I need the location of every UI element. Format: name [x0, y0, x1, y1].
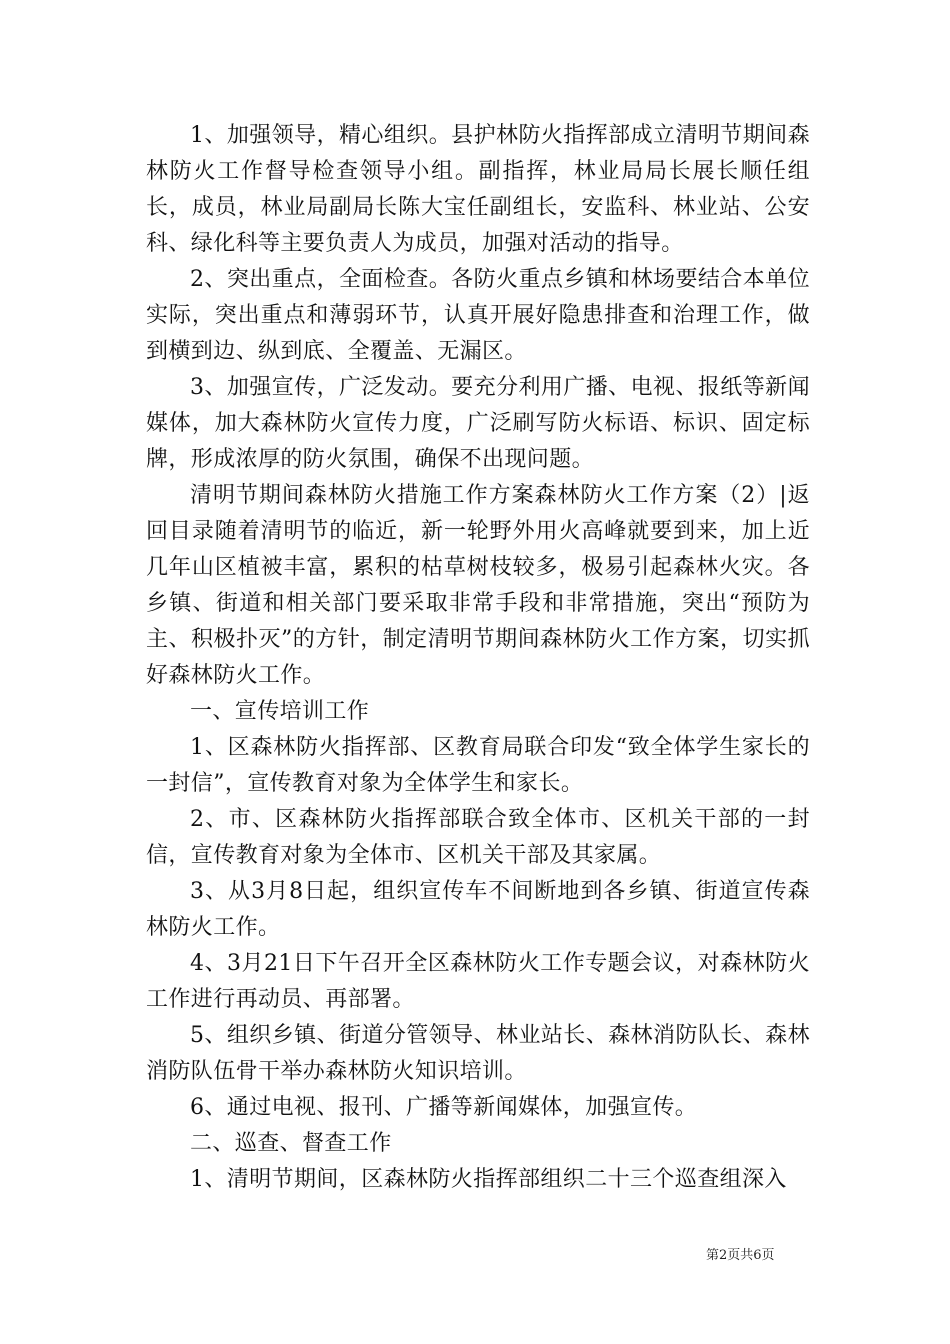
paragraph-1: 1、加强领导，精心组织。县护林防火指挥部成立清明节期间森林防火工作督导检查领导小组。副指挥，林业局局长展长顺任组长，成员，林业局副局长陈大宝任副组长，安监科、林业站、公安科、绿化科等主要负责人为成员，加强对活动的指导。 — [146, 123, 810, 256]
section-heading-2: 二、巡查、督查工作 — [190, 1131, 392, 1156]
paragraph-8: 3、从3月8日起，组织宣传车不间断地到各乡镇、街道宣传森林防火工作。 — [146, 879, 810, 940]
paragraph-10: 5、组织乡镇、街道分管领导、林业站长、森林消防队长、森林消防队伍骨干举办森林防火知识培训。 — [146, 1023, 810, 1084]
paragraph-3: 3、加强宣传，广泛发动。要充分利用广播、电视、报纸等新闻媒体，加大森林防火宣传力度，广泛刷写防火标语、标识、固定标牌，形成浓厚的防火氛围，确保不出现问题。 — [146, 375, 810, 472]
section-heading-1: 一、宣传培训工作 — [190, 699, 370, 724]
paragraph-13: 1、清明节期间，区森林防火指挥部组织二十三个巡查组深入 — [190, 1167, 787, 1192]
paragraph-6: 1、区森林防火指挥部、区教育局联合印发“致全体学生家长的一封信”，宣传教育对象为全体学生和家长。 — [146, 735, 810, 796]
paragraph-7: 2、市、区森林防火指挥部联合致全体市、区机关干部的一封信，宣传教育对象为全体市、区机关干部及其家属。 — [146, 807, 810, 868]
paragraph-4: 清明节期间森林防火措施工作方案森林防火工作方案（2）|返回目录随着清明节的临近，新一轮野外用火高峰就要到来，加上近几年山区植被丰富，累积的枯草树枝较多，极易引起森林火灾。各乡镇、街道和相关部门要采取非常手段和非常措施，突出“预防为主、积极扑灭”的方针，制定清明节期间森林防火工作方案，切实抓好森林防火工作。 — [146, 483, 810, 688]
paragraph-9: 4、3月21日下午召开全区森林防火工作专题会议，对森林防火工作进行再动员、再部署。 — [146, 951, 810, 1012]
page-number: 第2页共6页 — [706, 1248, 775, 1263]
paragraph-2: 2、突出重点，全面检查。各防火重点乡镇和林场要结合本单位实际，突出重点和薄弱环节，认真开展好隐患排查和治理工作，做到横到边、纵到底、全覆盖、无漏区。 — [146, 267, 810, 364]
document-body — [146, 118, 810, 1198]
paragraph-11: 6、通过电视、报刊、广播等新闻媒体，加强宣传。 — [190, 1095, 698, 1120]
